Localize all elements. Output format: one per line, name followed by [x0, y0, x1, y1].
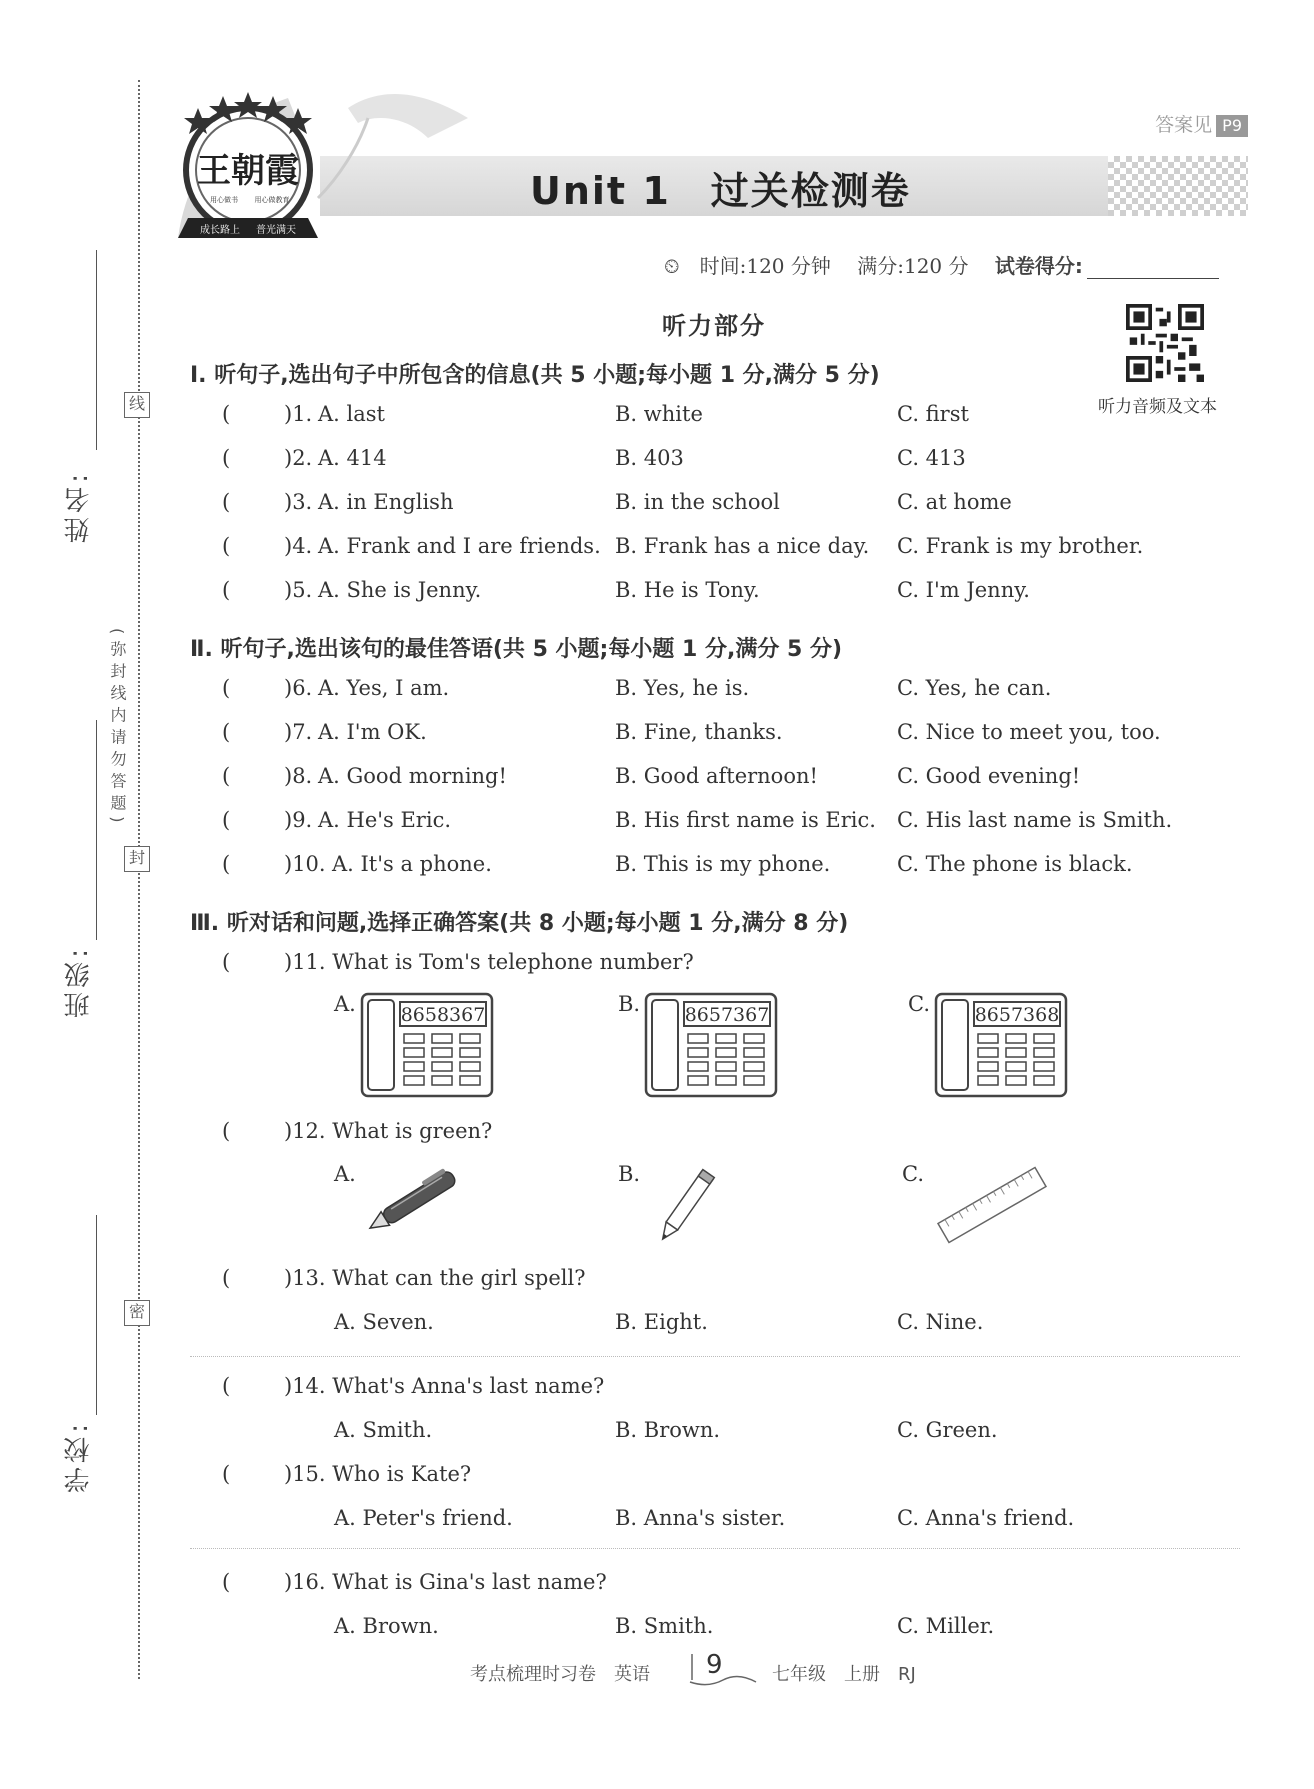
page-number: 9 — [706, 1650, 723, 1680]
option-c[interactable]: C. Anna's friend. — [897, 1506, 1075, 1530]
option-c[interactable]: C. 413 — [897, 446, 966, 470]
option-c[interactable]: C. Green. — [897, 1418, 998, 1442]
option-b[interactable]: B. in the school — [615, 490, 780, 514]
option-b[interactable]: B. Fine, thanks. — [615, 720, 783, 744]
telephone-icon — [934, 992, 1068, 1098]
ruler-icon — [932, 1162, 1052, 1248]
school-write-line[interactable] — [96, 1215, 97, 1415]
footer-volume: 上册 — [844, 1664, 880, 1685]
brand-left-small: 用心做书 — [210, 196, 238, 204]
option-c[interactable]: C. first — [897, 402, 969, 426]
option-a[interactable]: A. She is Jenny. — [318, 578, 482, 602]
brand-ribbon-left: 成长路上 — [200, 225, 240, 236]
answer-page-tag: P9 — [1216, 115, 1248, 137]
name-label: 姓名: — [64, 470, 94, 543]
question-2: ( )2. A. 414 B. 403 C. 413 — [222, 446, 966, 470]
class-label: 班级: — [64, 945, 94, 1018]
question-15: ( )15. Who is Kate? — [222, 1462, 472, 1486]
option-b[interactable]: B. His first name is Eric. — [615, 808, 876, 832]
telephone-icon — [644, 992, 778, 1098]
option-b[interactable]: B. Smith. — [615, 1614, 714, 1638]
option-b[interactable]: B. Frank has a nice day. — [615, 534, 870, 558]
phone-number-a: 8658367 — [400, 1004, 486, 1026]
brand-ribbon-right: 普光满天 — [256, 225, 296, 236]
full-score: 满分:120 分 — [857, 254, 969, 278]
question-5: ( )5. A. She is Jenny. B. He is Tony. C. I'm Jenny. — [222, 578, 1030, 602]
question-15-options — [334, 1506, 1214, 1538]
question-16-options — [334, 1614, 1214, 1646]
option-c[interactable]: C. Miller. — [897, 1614, 995, 1638]
question-stem: )13. What can the girl spell? — [284, 1266, 586, 1290]
brand-name: 王朝霞 — [197, 151, 299, 191]
answer-ref-label: 答案见 — [1155, 114, 1213, 136]
part-3-heading: Ⅲ. 听对话和问题,选择正确答案(共 8 小题;每小题 1 分,满分 8 分) — [190, 911, 849, 936]
option-a[interactable]: A. He's Eric. — [318, 808, 452, 832]
question-stem: )15. Who is Kate? — [284, 1462, 472, 1486]
question-3: ( )3. A. in English B. in the school C. at home — [222, 490, 1012, 514]
score-label: 试卷得分: — [994, 254, 1083, 278]
class-write-line[interactable] — [96, 720, 97, 940]
question-12: ( )12. What is green? — [222, 1119, 493, 1143]
question-4: ( )4. A. Frank and I are friends. B. Frank has a nice day. C. Frank is my brother. — [222, 534, 1144, 558]
option-c[interactable]: C. His last name is Smith. — [897, 808, 1173, 832]
option-a[interactable]: A. Yes, I am. — [318, 676, 450, 700]
title-unit: Unit 1 — [530, 169, 671, 213]
option-b[interactable]: B. white — [615, 402, 703, 426]
pencil-icon — [644, 1162, 734, 1248]
option-a[interactable]: A. in English — [318, 490, 454, 514]
footer-edition: RJ — [898, 1664, 916, 1685]
question-stem: )16. What is Gina's last name? — [284, 1570, 607, 1594]
option-a[interactable]: A. Seven. — [334, 1310, 434, 1334]
question-8: ( )8. A. Good morning! B. Good afternoon! C. Good evening! — [222, 764, 1081, 788]
seal-line-marker: 线 — [124, 392, 150, 418]
option-b[interactable]: B. Good afternoon! — [615, 764, 818, 788]
question-6: ( )6. A. Yes, I am. B. Yes, he is. C. Yes, he can. — [222, 676, 1052, 700]
clock-icon: ⏲ — [664, 254, 680, 278]
option-c[interactable]: C. The phone is black. — [897, 852, 1133, 876]
question-14: ( )14. What's Anna's last name? — [222, 1374, 605, 1398]
name-write-line[interactable] — [96, 250, 97, 450]
footer-series: 考点梳理时习卷 — [470, 1664, 596, 1685]
question-13: ( )13. What can the girl spell? — [222, 1266, 586, 1290]
question-stem: )11. What is Tom's telephone number? — [284, 950, 694, 974]
option-c[interactable]: C. Frank is my brother. — [897, 534, 1144, 558]
option-a[interactable]: A. Brown. — [334, 1614, 439, 1638]
option-c[interactable]: C. Yes, he can. — [897, 676, 1052, 700]
seal-note: (弥封线内请勿答题) — [108, 628, 127, 829]
footer-grade: 七年级 — [772, 1664, 826, 1685]
option-b[interactable]: B. Yes, he is. — [615, 676, 750, 700]
option-b[interactable]: B. This is my phone. — [615, 852, 831, 876]
brand-logo — [168, 78, 498, 253]
question-1: ( )1. A. last B. white C. first — [222, 402, 969, 426]
option-c[interactable]: C. at home — [897, 490, 1012, 514]
option-a[interactable]: A. Smith. — [334, 1418, 433, 1442]
question-10: ( )10. A. It's a phone. B. This is my phone. C. The phone is black. — [222, 852, 1133, 876]
option-a[interactable]: A. It's a phone. — [332, 852, 492, 876]
school-label: 学校: — [64, 1420, 94, 1493]
phone-number-b: 8657367 — [684, 1004, 770, 1026]
option-a[interactable]: A. 414 — [318, 446, 387, 470]
exam-meta — [664, 250, 1239, 279]
option-c[interactable]: C. I'm Jenny. — [897, 578, 1030, 602]
question-7: ( )7. A. I'm OK. B. Fine, thanks. C. Nice to meet you, too. — [222, 720, 1161, 744]
seal-seal-marker: 封 — [124, 846, 150, 872]
page-title — [530, 160, 911, 215]
title-checker-pattern — [1108, 156, 1248, 216]
option-a[interactable]: A. last — [318, 402, 385, 426]
option-b[interactable]: B. Brown. — [615, 1418, 721, 1442]
option-a[interactable]: A. Good morning! — [318, 764, 507, 788]
question-stem: )14. What's Anna's last name? — [284, 1374, 605, 1398]
option-c[interactable]: C. Nine. — [897, 1310, 984, 1334]
pen-icon — [360, 1162, 470, 1238]
option-c[interactable]: C. Good evening! — [897, 764, 1081, 788]
phone-number-c: 8657368 — [974, 1004, 1060, 1026]
part-1-heading: Ⅰ. 听句子,选出句子中所包含的信息(共 5 小题;每小题 1 分,满分 5 分) — [190, 363, 880, 388]
section-divider — [190, 1548, 1240, 1549]
option-b[interactable]: B. 403 — [615, 446, 684, 470]
binding-dotted-line — [138, 80, 140, 1679]
footer-subject: 英语 — [614, 1664, 650, 1685]
footer — [470, 1660, 668, 1686]
brand-right-small: 用心做教育 — [254, 196, 290, 204]
question-13-options — [334, 1310, 1214, 1342]
score-field[interactable] — [1087, 259, 1219, 279]
option-b[interactable]: B. Anna's sister. — [615, 1506, 786, 1530]
option-b[interactable]: B. Eight. — [615, 1310, 708, 1334]
question-16: ( )16. What is Gina's last name? — [222, 1570, 607, 1594]
section-title: 听力部分 — [662, 312, 766, 340]
question-11: ( )11. What is Tom's telephone number? — [222, 950, 694, 974]
option-c[interactable]: C. Nice to meet you, too. — [897, 720, 1161, 744]
option-a[interactable]: A. Peter's friend. — [334, 1506, 513, 1530]
part-2-heading: Ⅱ. 听句子,选出该句的最佳答语(共 5 小题;每小题 1 分,满分 5 分) — [190, 637, 843, 662]
question-14-options — [334, 1418, 1214, 1450]
title-cn: 过关检测卷 — [710, 169, 911, 213]
seal-dense-marker: 密 — [124, 1300, 150, 1326]
telephone-icon — [360, 992, 494, 1098]
footer-right — [772, 1660, 934, 1686]
qr-caption: 听力音频及文本 — [1098, 397, 1217, 417]
qr-code-icon[interactable] — [1126, 304, 1204, 382]
option-a[interactable]: A. I'm OK. — [318, 720, 427, 744]
question-stem: )12. What is green? — [284, 1119, 493, 1143]
question-9: ( )9. A. He's Eric. B. His first name is Eric. C. His last name is Smith. — [222, 808, 1173, 832]
page-number-decoration — [688, 1650, 758, 1686]
option-a[interactable]: A. Frank and I are friends. — [318, 534, 601, 558]
section-divider — [190, 1356, 1240, 1357]
time-limit: 时间:120 分钟 — [699, 254, 831, 278]
option-b[interactable]: B. He is Tony. — [615, 578, 760, 602]
answer-reference — [1155, 110, 1248, 137]
